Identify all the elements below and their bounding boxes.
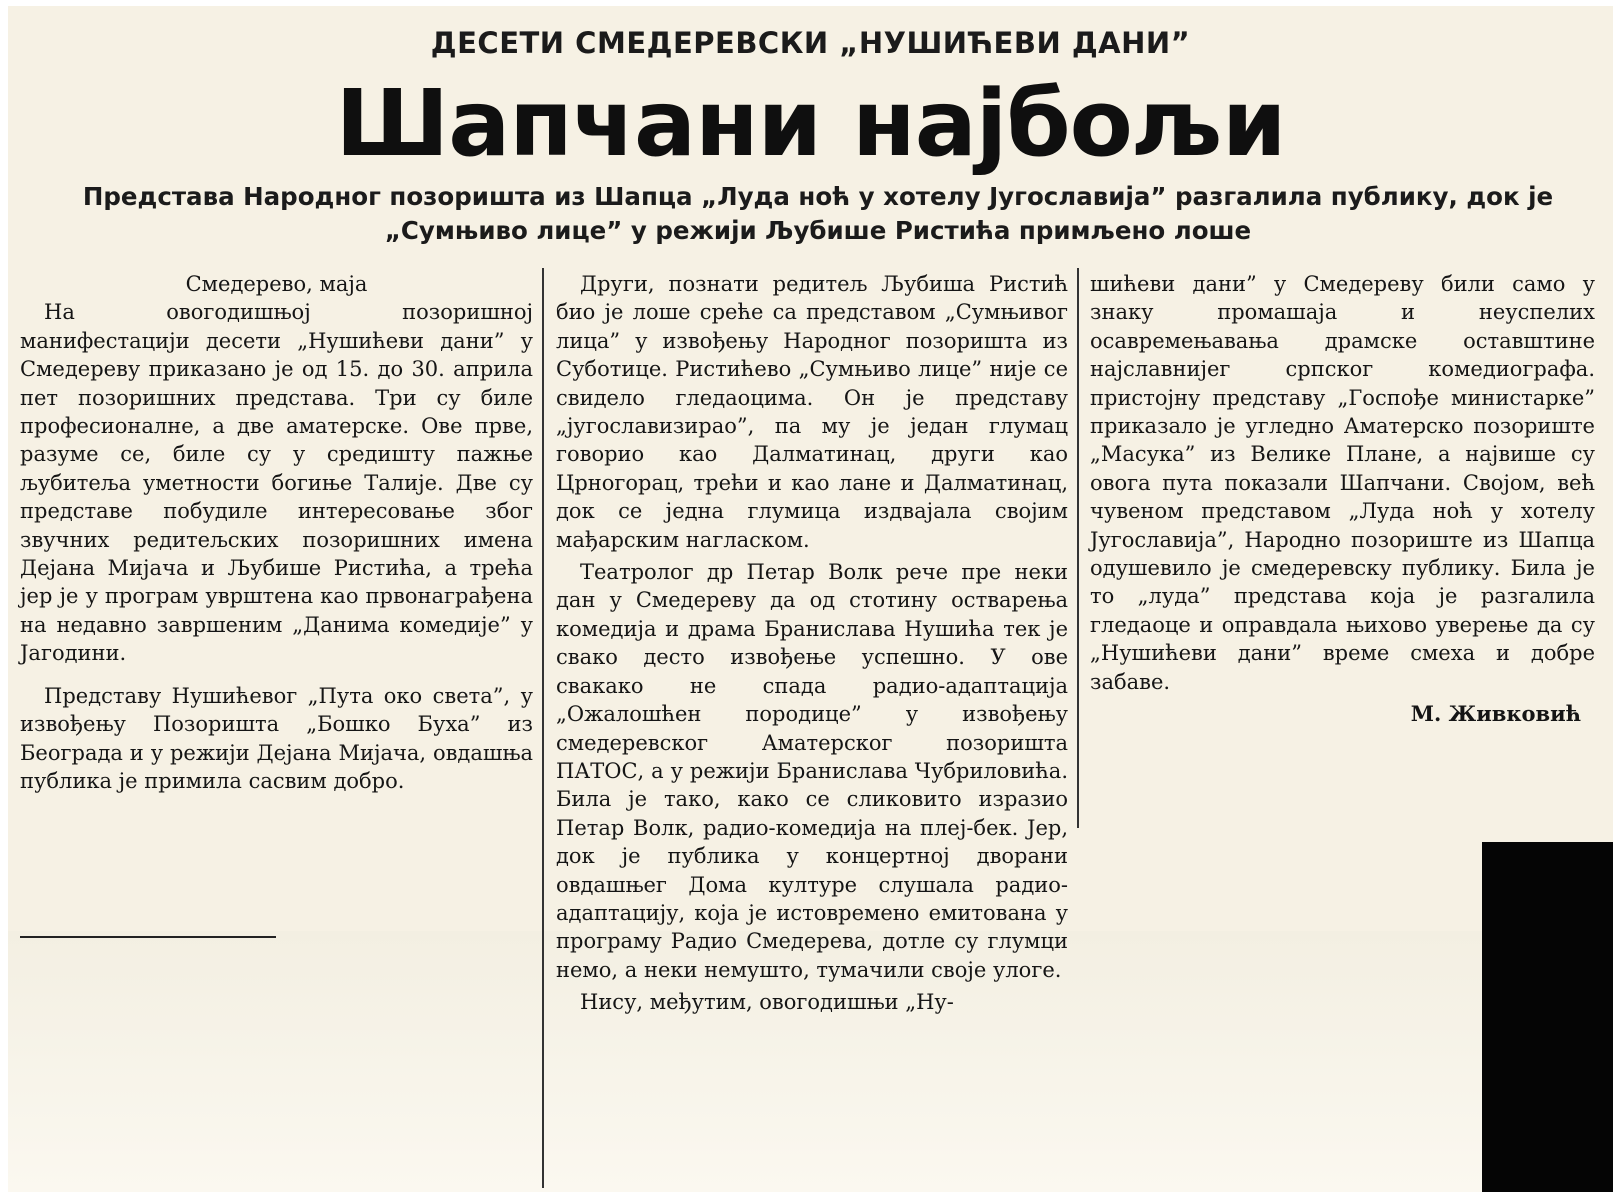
article-column-3 — [1090, 270, 1595, 729]
black-margin-block — [1482, 842, 1613, 1192]
byline: М. Живковић — [1410, 701, 1581, 727]
dateline: Смедерево, маја — [185, 272, 368, 296]
paragraph: Представу Нушићевог „Пута око света”, у извођењу Позоришта „Бошко Буха” из Београда и у режији Дејана Мијача, овдашња публика је примила сасвим добро. — [20, 683, 533, 793]
end-rule — [20, 936, 276, 938]
paragraph: шићеви дани” у Смедереву били само у знаку промашаја и неуспелих осавремењавања драмске оставштине најславнијег српског комедиографа. пристојну представу „Госпође министарке” приказало је угледно Аматерско позориште „Масука” из Велике Плане, а највише су овога пута показали Шапчани. Својом, већ чувеном представом „Луда ноћ у хотелу Југославија”, Народно позориште из Шапца одушевило је смедеревску публику. Била је то „луда” представа која је разгалила гледаоце и оправдала њихово уверење да су „Нушићеви дани” време смеха и добре забаве. — [1090, 272, 1595, 694]
column-divider — [542, 268, 544, 1188]
article-column-1 — [20, 270, 533, 795]
headline: Шапчани најбољи — [335, 70, 1286, 177]
paragraph: На овогодишњој позоришној манифестацији десети „Нушићеви дани” у Смедереву приказано је од 15. до 30. априла пет позоришних представа. Три су биле професионалне, а две аматерске. Ове прве, разуме се, биле су у средишту пажње љубитеља уметности богиње Талије. Две су представе побудиле интересовање због звучних редитељских позоришних имена Дејана Мијача и Љубише Ристића, а трећа јер је у програм уврштена као првонаграђена на недавно завршеним „Данима комедије” у Јагодини. — [20, 300, 533, 666]
paragraph: Други, познати редитељ Љубиша Ристић био је лоше среће са представом „Сумњивог лица” у извођењу Народног позоришта из Суботице. Ристићево „Сумњиво лице” није се свидело гледаоцима. Он је представу „југославизирао”, па му је један глумац говорио као Далматинац, други као Црногорац, трећи и као лане и Далматинац, док се једна глумица издвајала својим мађарским нагласком. — [556, 272, 1068, 552]
column-divider — [1077, 268, 1079, 828]
paragraph: Театролог др Петар Волк рече пре неки дан у Смедереву да од стотину остварења комедија и драма Бранислава Нушића тек је свако десто извођење успешно. У ове свакако не спада радио-адаптација „Ожалошћен породице” у извођењу смедеревског Аматерског позоришта ПАТОС, а у режији Бранислава Чубриловића. Била је тако, како се сликовито изразио Петар Волк, радио-комедија на плеј-бек. Јер, док је публика у концертној дворани овдашњег Дома културе слушала радио-адаптацију, која је истовремено емитована у програму Радио Смедерева, дотле су глумци немо, а неки немушто, тумачили своје улоге. — [556, 560, 1068, 982]
newspaper-clipping — [8, 6, 1613, 1192]
article-column-2 — [556, 270, 1068, 1017]
paragraph: Нису, међутим, овогодишњи „Ну- — [580, 990, 954, 1015]
deck-subheadline: Представа Народног позоришта из Шапца „Луда ноћ у хотелу Југославија” разгалила публику, док је „Сумњиво лице” у режији Љубише Ристића примљено лоше — [82, 182, 1554, 245]
kicker: ДЕСЕТИ СМЕДЕРЕВСКИ „НУШИЋЕВИ ДАНИ” — [430, 26, 1191, 60]
